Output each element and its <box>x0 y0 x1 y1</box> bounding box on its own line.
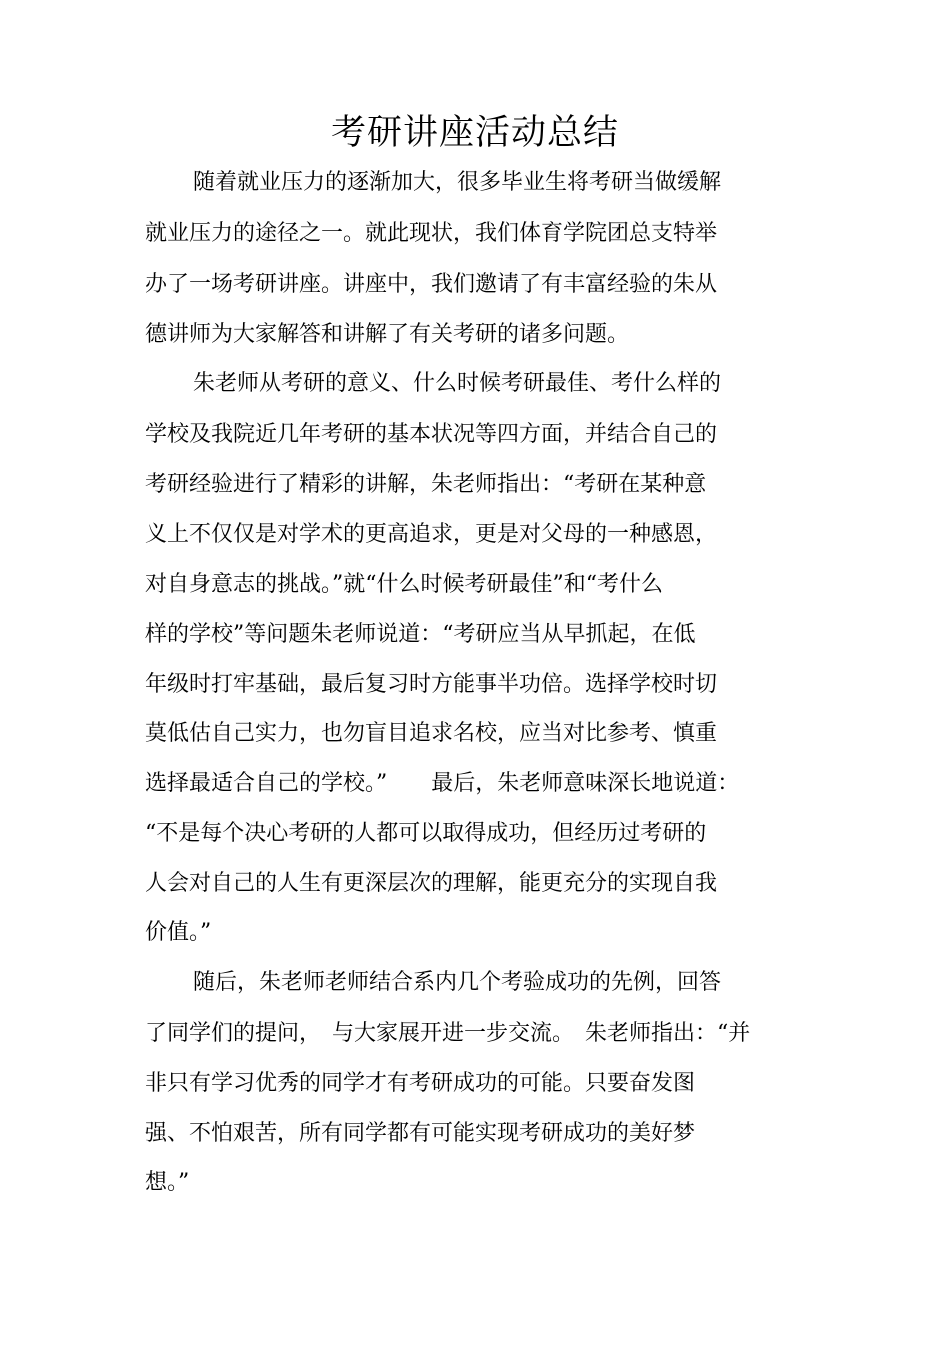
paragraph-1-line-1: 随着就业压力的逐渐加大，很多毕业生将考研当做缓解 <box>193 170 722 195</box>
paragraph-2-line-6: 样的学校”等问题朱老师说道：“考研应当从早抓起，在低 <box>145 622 696 647</box>
paragraph-2-line-7: 年级时打牢基础，最后复习时方能事半功倍。选择学校时切 <box>145 672 718 697</box>
paragraph-3-line-4: 强、不怕艰苦，所有同学都有可能实现考研成功的美好梦 <box>145 1121 696 1146</box>
paragraph-2-line-10: “不是每个决心考研的人都可以取得成功，但经历过考研的 <box>145 821 707 846</box>
paragraph-2-line-5: 对自身意志的挑战。”就“什么时候考研最佳”和“考什么 <box>145 572 663 597</box>
paragraph-2-line-8: 莫低估自己实力，也勿盲目追求名校，应当对比参考、慎重 <box>145 721 718 746</box>
paragraph-3-line-3: 非只有学习优秀的同学才有考研成功的可能。只要奋发图 <box>145 1071 696 1096</box>
paragraph-2-line-11: 人会对自己的人生有更深层次的理解，能更充分的实现自我 <box>145 871 718 896</box>
paragraph-3-line-1: 随后，朱老师老师结合系内几个考验成功的先例，回答 <box>193 970 722 995</box>
paragraph-1-line-3: 办了一场考研讲座。讲座中，我们邀请了有丰富经验的朱从 <box>145 272 718 297</box>
paragraph-3-line-2: 了同学们的提问， 与大家展开进一步交流。 朱老师指出：“并 <box>145 1021 751 1046</box>
paragraph-2-line-12: 价值。” <box>145 920 212 945</box>
document-title: 考研讲座活动总结 <box>330 113 619 153</box>
paragraph-2-line-9: 选择最适合自己的学校。” 最后，朱老师意味深长地说道： <box>145 771 740 796</box>
paragraph-1-line-4: 德讲师为大家解答和讲解了有关考研的诸多问题。 <box>145 322 630 347</box>
paragraph-2-line-2: 学校及我院近几年考研的基本状况等四方面，并结合自己的 <box>145 422 718 447</box>
paragraph-2-line-1: 朱老师从考研的意义、什么时候考研最佳、考什么样的 <box>193 371 722 396</box>
paragraph-1-line-2: 就业压力的途径之一。就此现状，我们体育学院团总支特举 <box>145 221 718 246</box>
paragraph-2-line-4: 义上不仅仅是对学术的更高追求，更是对父母的一种感恩， <box>145 522 718 547</box>
paragraph-2-line-3: 考研经验进行了精彩的讲解，朱老师指出：“考研在某种意 <box>145 472 707 497</box>
paragraph-3-line-5: 想。” <box>145 1170 190 1195</box>
